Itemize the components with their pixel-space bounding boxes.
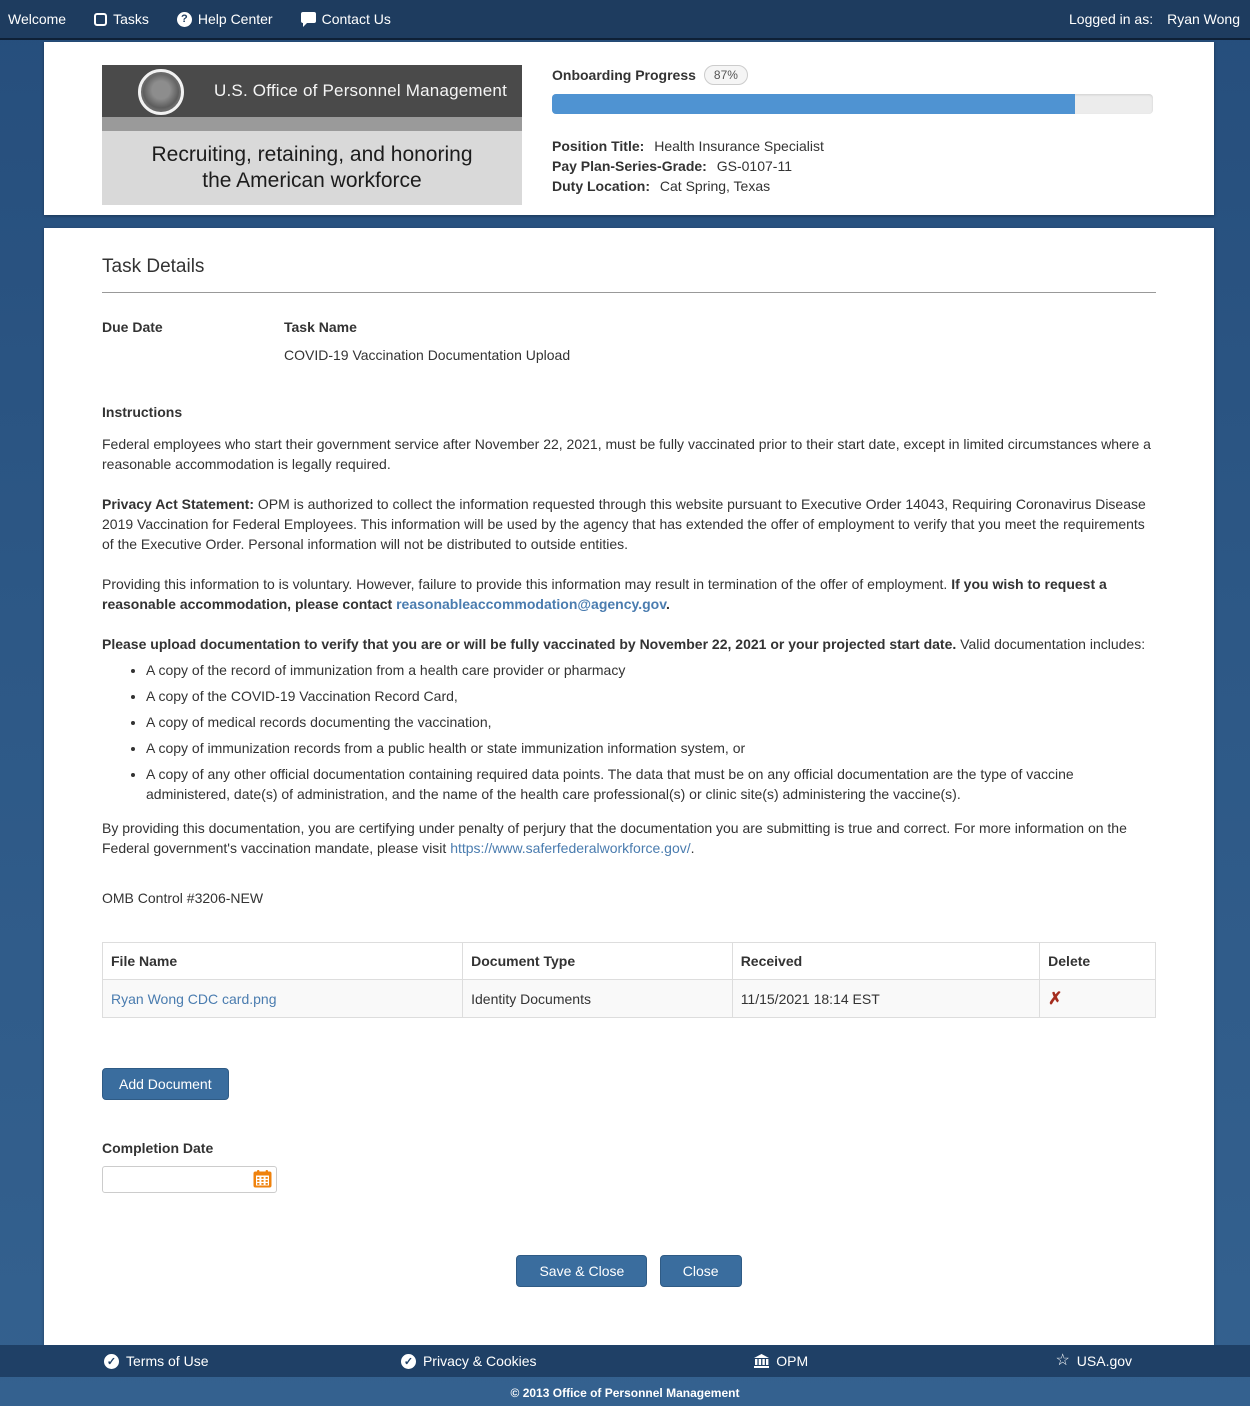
instructions-paragraph-1: Federal employees who start their government service after November 22, 2021, must be fully vaccinated prior to their start date, except in limited circumstances where a reasonable accommodation is legally required. <box>102 434 1156 474</box>
privacy-cookies-label: Privacy & Cookies <box>423 1353 537 1369</box>
footer-link-opm[interactable] <box>625 1353 938 1369</box>
received-cell: 11/15/2021 18:14 EST <box>732 980 1039 1018</box>
logged-in-label: Logged in as: <box>1069 11 1153 27</box>
perjury-paragraph: By providing this documentation, you are certifying under penalty of perjury that the documentation you are submitting is true and correct. For more information on the Federal government's vaccination mandate, please visit https://www.saferfederalworkforce.gov/. <box>102 818 1156 858</box>
accommodation-email-link[interactable]: reasonableaccommodation@agency.gov <box>396 596 666 612</box>
opm-seal-icon <box>138 69 184 115</box>
list-item: • A copy of any other official documentation containing required data points. The data that must be on any official documentation are the type of vaccine administered, date(s) of administration, and the name of the health care professional(s) or clinic site(s) administering the vaccine(s). <box>146 764 1156 804</box>
table-row <box>103 980 1156 1018</box>
page-title: Task Details <box>102 256 1156 278</box>
title-divider <box>102 292 1156 293</box>
footer <box>0 1345 1250 1377</box>
upload-docs-paragraph: Please upload documentation to verify that you are or will be fully vaccinated by November 22, 2021 or your projected start date. Valid documentation includes: <box>102 634 1156 654</box>
duty-location-value: Cat Spring, Texas <box>660 178 770 194</box>
nav-contact-us-label: Contact Us <box>322 11 391 27</box>
task-name-value: COVID-19 Vaccination Documentation Upload <box>284 347 570 364</box>
checkbox-icon <box>94 13 107 26</box>
user-name: Ryan Wong <box>1167 11 1240 27</box>
progress-bar-fill <box>552 94 1075 114</box>
voluntary-paragraph: Providing this information to is voluntary. However, failure to provide this information may result in termination of the offer of employment. If you wish to request a reasonable accommodation, please contact reasonableaccommodation@agency.gov. <box>102 574 1156 614</box>
nav-item-tasks[interactable] <box>80 11 163 27</box>
due-date-value <box>102 347 284 364</box>
list-item: • A copy of immunization records from a public health or state immunization information system, or <box>146 738 1156 758</box>
save-and-close-button[interactable]: Save & Close <box>516 1255 647 1287</box>
position-title-value: Health Insurance Specialist <box>654 138 824 154</box>
top-navbar <box>0 0 1250 40</box>
building-icon <box>754 1354 769 1368</box>
col-header-file-name: File Name <box>103 943 463 980</box>
due-date-label: Due Date <box>102 319 284 335</box>
logged-in-as <box>1069 11 1242 27</box>
footer-link-usagov[interactable] <box>938 1353 1250 1369</box>
opm-tagline-line2: the American workforce <box>202 168 421 194</box>
uploaded-files-table <box>102 942 1156 1018</box>
opm-tagline-line1: Recruiting, retaining, and honoring <box>151 142 472 168</box>
header-card <box>44 42 1214 215</box>
instructions-label: Instructions <box>102 402 1156 422</box>
upload-docs-bold: Please upload documentation to verify that you are or will be fully vaccinated by November 22, 2021 or your projected start date. <box>102 636 956 652</box>
omb-control-number: OMB Control #3206-NEW <box>102 888 1156 908</box>
task-details-card <box>44 228 1214 1345</box>
list-item: • A copy of medical records documenting the vaccination, <box>146 712 1156 732</box>
onboarding-progress-label: Onboarding Progress <box>552 67 696 83</box>
list-item: • A copy of the COVID-19 Vaccination Record Card, <box>146 686 1156 706</box>
nav-welcome-label: Welcome <box>8 11 66 27</box>
question-circle-icon: ? <box>177 12 192 27</box>
col-header-document-type: Document Type <box>463 943 733 980</box>
pay-plan-label: Pay Plan-Series-Grade: <box>552 158 707 174</box>
completion-date-input[interactable] <box>102 1166 277 1193</box>
nav-tasks-label: Tasks <box>113 11 149 27</box>
nav-item-contact-us[interactable] <box>287 11 405 27</box>
task-name-label: Task Name <box>284 319 570 335</box>
privacy-act-bold: Privacy Act Statement: <box>102 496 254 512</box>
footer-link-privacy-cookies[interactable] <box>313 1353 626 1369</box>
accommodation-bold: If you wish to request a reasonable accommodation, please contact <box>102 576 1107 612</box>
progress-bar <box>552 94 1153 114</box>
nav-item-welcome[interactable] <box>8 11 80 27</box>
nav-item-help-center[interactable] <box>163 11 287 27</box>
file-name-link[interactable]: Ryan Wong CDC card.png <box>111 991 276 1007</box>
col-header-delete: Delete <box>1040 943 1156 980</box>
saferfederalworkforce-link[interactable]: https://www.saferfederalworkforce.gov/ <box>450 840 690 856</box>
comment-icon <box>301 12 316 23</box>
star-icon: ☆ <box>1055 1353 1069 1369</box>
nav-help-center-label: Help Center <box>198 11 273 27</box>
duty-location-label: Duty Location: <box>552 178 650 194</box>
instructions-section <box>102 402 1156 908</box>
copyright-text: © 2013 Office of Personnel Management <box>0 1377 1250 1406</box>
valid-documentation-list <box>146 660 1156 804</box>
opm-agency-name: U.S. Office of Personnel Management <box>214 81 507 101</box>
terms-of-use-label: Terms of Use <box>126 1353 208 1369</box>
col-header-received: Received <box>732 943 1039 980</box>
completion-date-label: Completion Date <box>102 1140 1156 1156</box>
usagov-label: USA.gov <box>1077 1353 1132 1369</box>
add-document-button[interactable]: Add Document <box>102 1068 229 1100</box>
check-circle-icon: ✓ <box>104 1354 119 1369</box>
progress-percent-badge: 87% <box>704 65 748 85</box>
footer-link-terms-of-use[interactable] <box>0 1353 313 1369</box>
close-button[interactable]: Close <box>660 1255 742 1287</box>
list-item: • A copy of the record of immunization from a health care provider or pharmacy <box>146 660 1156 680</box>
delete-file-icon[interactable]: ✗ <box>1048 989 1062 1008</box>
calendar-icon[interactable] <box>253 1170 272 1188</box>
opm-logo <box>102 65 522 205</box>
document-type-cell: Identity Documents <box>463 980 733 1018</box>
position-title-label: Position Title: <box>552 138 644 154</box>
pay-plan-value: GS-0107-11 <box>717 158 792 174</box>
opm-label: OPM <box>776 1353 808 1369</box>
check-circle-icon: ✓ <box>401 1354 416 1369</box>
privacy-act-paragraph: Privacy Act Statement: OPM is authorized to collect the information requested through this website pursuant to Executive Order 14043, Requiring Coronavirus Disease 2019 Vaccination for Federal Employees. This information will be used by the agency that has extended the offer of employment to verify that you meet the requirements of the Executive Order. Personal information will not be distributed to outside entities. <box>102 494 1156 554</box>
